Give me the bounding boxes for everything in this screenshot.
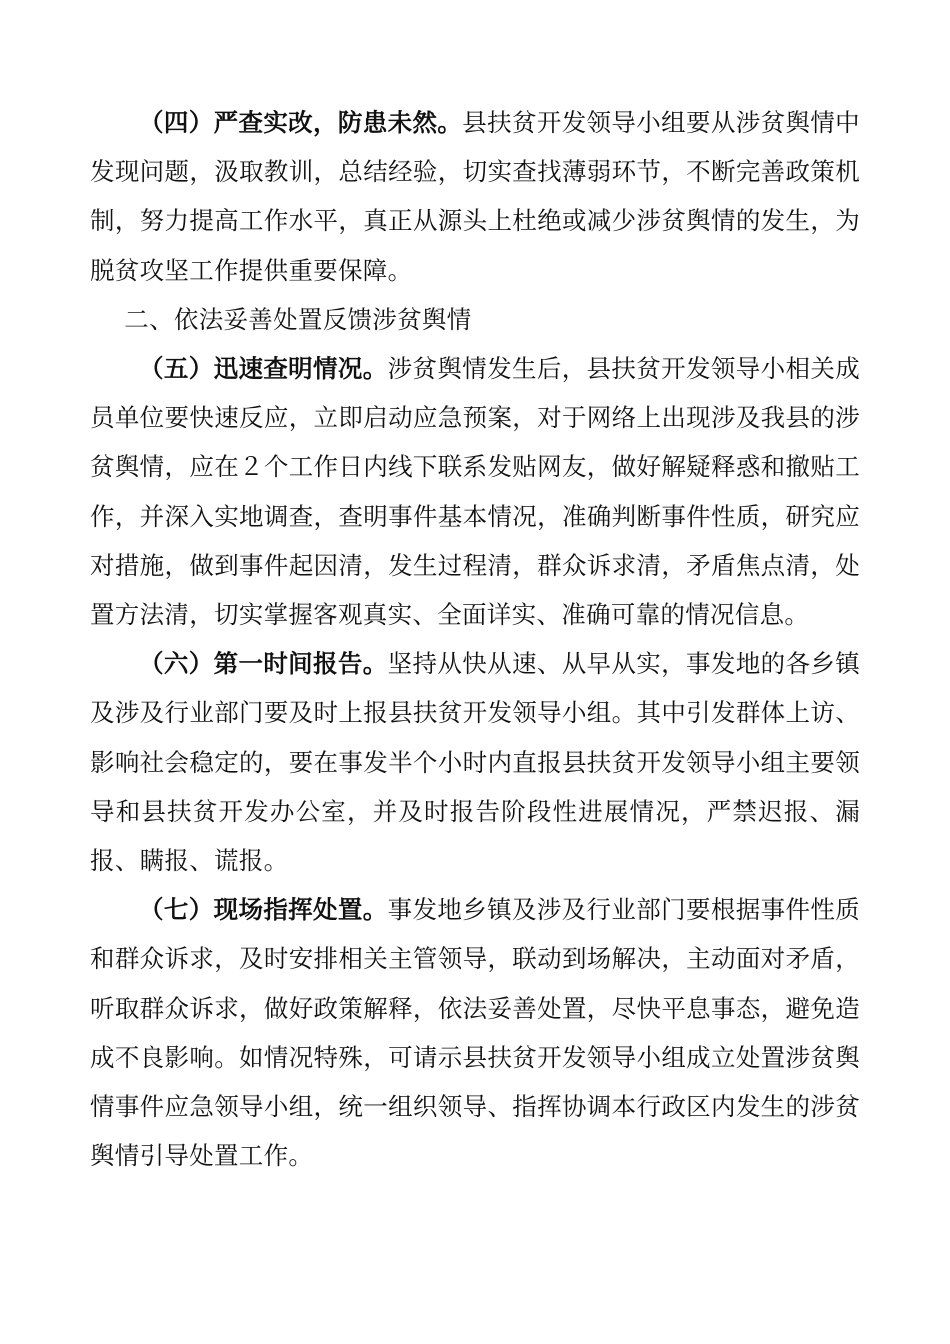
paragraph-4 [90, 98, 860, 295]
paragraph-5-lead: （五）迅速查明情况。 [139, 354, 388, 384]
document-page [90, 98, 860, 1180]
paragraph-4-lead: （四）严查实改，防患未然。 [139, 108, 463, 137]
paragraph-6-body: 坚持从快从速、从早从实，事发地的各乡镇及涉及行业部门要及时上报县扶贫开发领导小组。其中引发群体上访、影响社会稳定的，要在事发半个小时内直报县扶贫开发领导小组主要领导和县扶贫开发办公室，并及时报告阶段性进展情况，严禁迟报、漏报、瞒报、谎报。 [90, 649, 860, 876]
section-2-heading: 二、依法妥善处置反馈涉贫舆情 [124, 304, 472, 334]
paragraph-7-body: 事发地乡镇及涉及行业部门要根据事件性质和群众诉求，及时安排相关主管领导，联动到场解决，主动面对矛盾，听取群众诉求，做好政策解释，依法妥善处置，尽快平息事态，避免造成不良影响。如情况特殊，可请示县扶贫开发领导小组成立处置涉贫舆情事件应急领导小组，统一组织领导、指挥协调本行政区内发生的涉贫舆情引导处置工作。 [90, 895, 860, 1171]
paragraph-5 [90, 344, 860, 639]
paragraph-7 [90, 885, 860, 1180]
paragraph-7-lead: （七）现场指挥处置。 [139, 895, 388, 925]
paragraph-6 [90, 639, 860, 885]
paragraph-6-lead: （六）第一时间报告。 [139, 649, 388, 679]
paragraph-4-body: 县扶贫开发领导小组要从涉贫舆情中发现问题，汲取教训，总结经验，切实查找薄弱环节，不断完善政策机制，努力提高工作水平，真正从源头上杜绝或减少涉贫舆情的发生，为脱贫攻坚工作提供重要保障。 [90, 108, 860, 285]
paragraph-5-body: 涉贫舆情发生后，县扶贫开发领导小相关成员单位要快速反应，立即启动应急预案，对于网络上出现涉及我县的涉贫舆情，应在２个工作日内线下联系发贴网友，做好解疑释惑和撤贴工作，并深入实地调查，查明事件基本情况，准确判断事件性质，研究应对措施，做到事件起因清，发生过程清，群众诉求清，矛盾焦点清，处置方法清，切实掌握客观真实、全面详实、准确可靠的情况信息。 [90, 354, 860, 630]
